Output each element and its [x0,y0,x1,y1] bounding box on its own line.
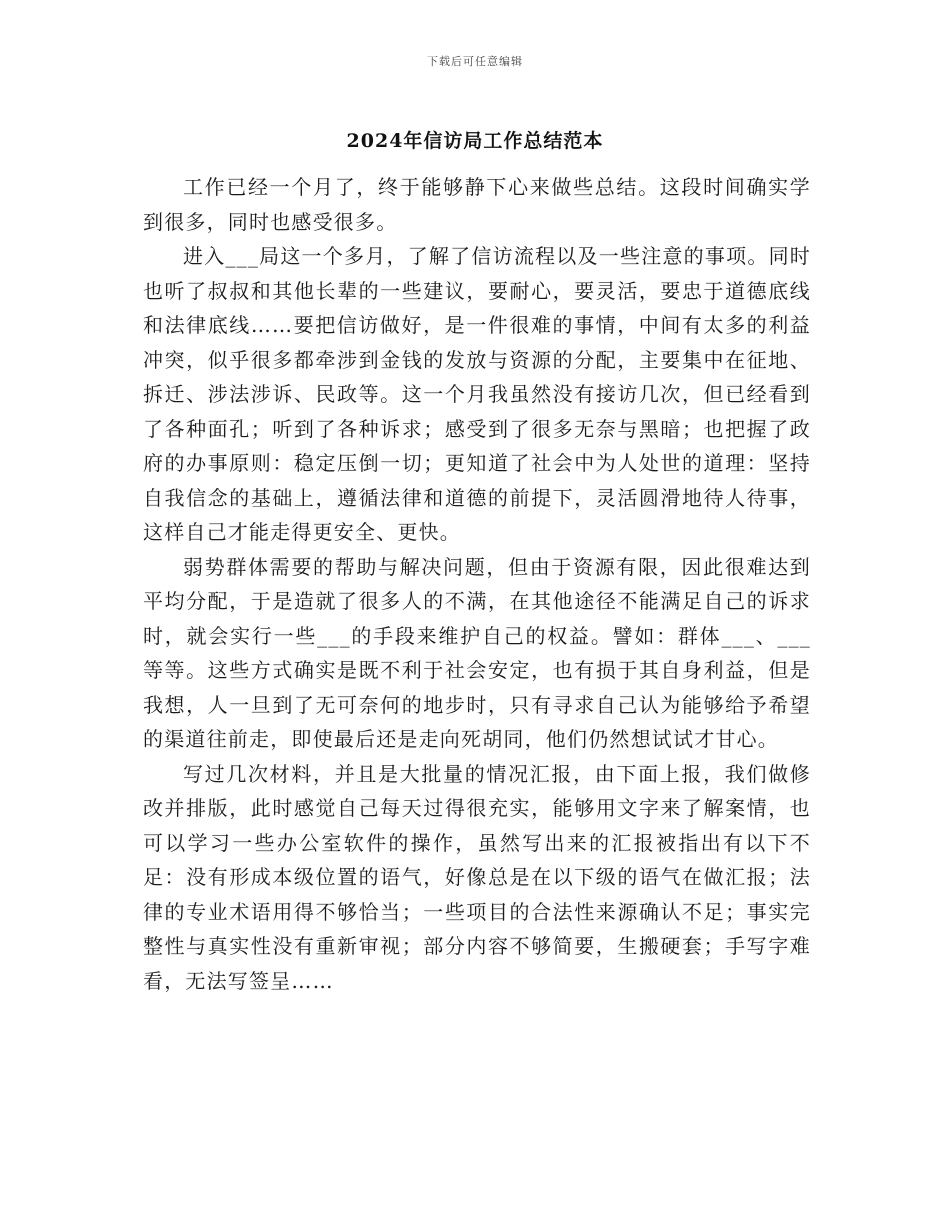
header-note: 下载后可任意编辑 [427,55,523,68]
paragraph-4: 写过几次材料，并且是大批量的情况汇报，由下面上报，我们做修改并排版，此时感觉自己每天过得很充实，能够用文字来了解案情，也可以学习一些办公室软件的操作，虽然写出来的汇报被指出有以下不足：没有形成本级位置的语气，好像总是在以下级的语气在做汇报；法律的专业术语用得不够恰当；一些项目的合法性来源确认不足；事实完整性与真实性没有重新审视；部分内容不够简要，生搬硬套；手写字难看，无法写签呈…… [143,761,811,993]
document-body [143,170,811,998]
document-title: 2024年信访局工作总结范本 [346,130,604,152]
paragraph-1: 工作已经一个月了，终于能够静下心来做些总结。这段时间确实学到很多，同时也感受很多。 [143,175,811,234]
paragraph-2: 进入___局这一个多月，了解了信访流程以及一些注意的事项。同时也听了叔叔和其他长辈的一些建议，要耐心，要灵活，要忠于道德底线和法律底线……要把信访做好，是一件很难的事情，中间有太多的利益冲突，似乎很多都牵涉到金钱的发放与资源的分配，主要集中在征地、拆迁、涉法涉诉、民政等。这一个月我虽然没有接访几次，但已经看到了各种面孔；听到了各种诉求；感受到了很多无奈与黑暗；也把握了政府的办事原则：稳定压倒一切；更知道了社会中为人处世的道理：坚持自我信念的基础上，遵循法律和道德的前提下，灵活圆滑地待人待事，这样自己才能走得更安全、更快。 [143,244,811,544]
paragraph-3: 弱势群体需要的帮助与解决问题，但由于资源有限，因此很难达到平均分配，于是造就了很多人的不满，在其他途径不能满足自己的诉求时，就会实行一些___的手段来维护自己的权益。譬如：群体___、___等等。这些方式确实是既不利于社会安定，也有损于其自身利益，但是我想，人一旦到了无可奈何的地步时，只有寻求自己认为能够给予希望的渠道往前走，即使最后还是走向死胡同，他们仍然想试试才甘心。 [143,554,811,751]
